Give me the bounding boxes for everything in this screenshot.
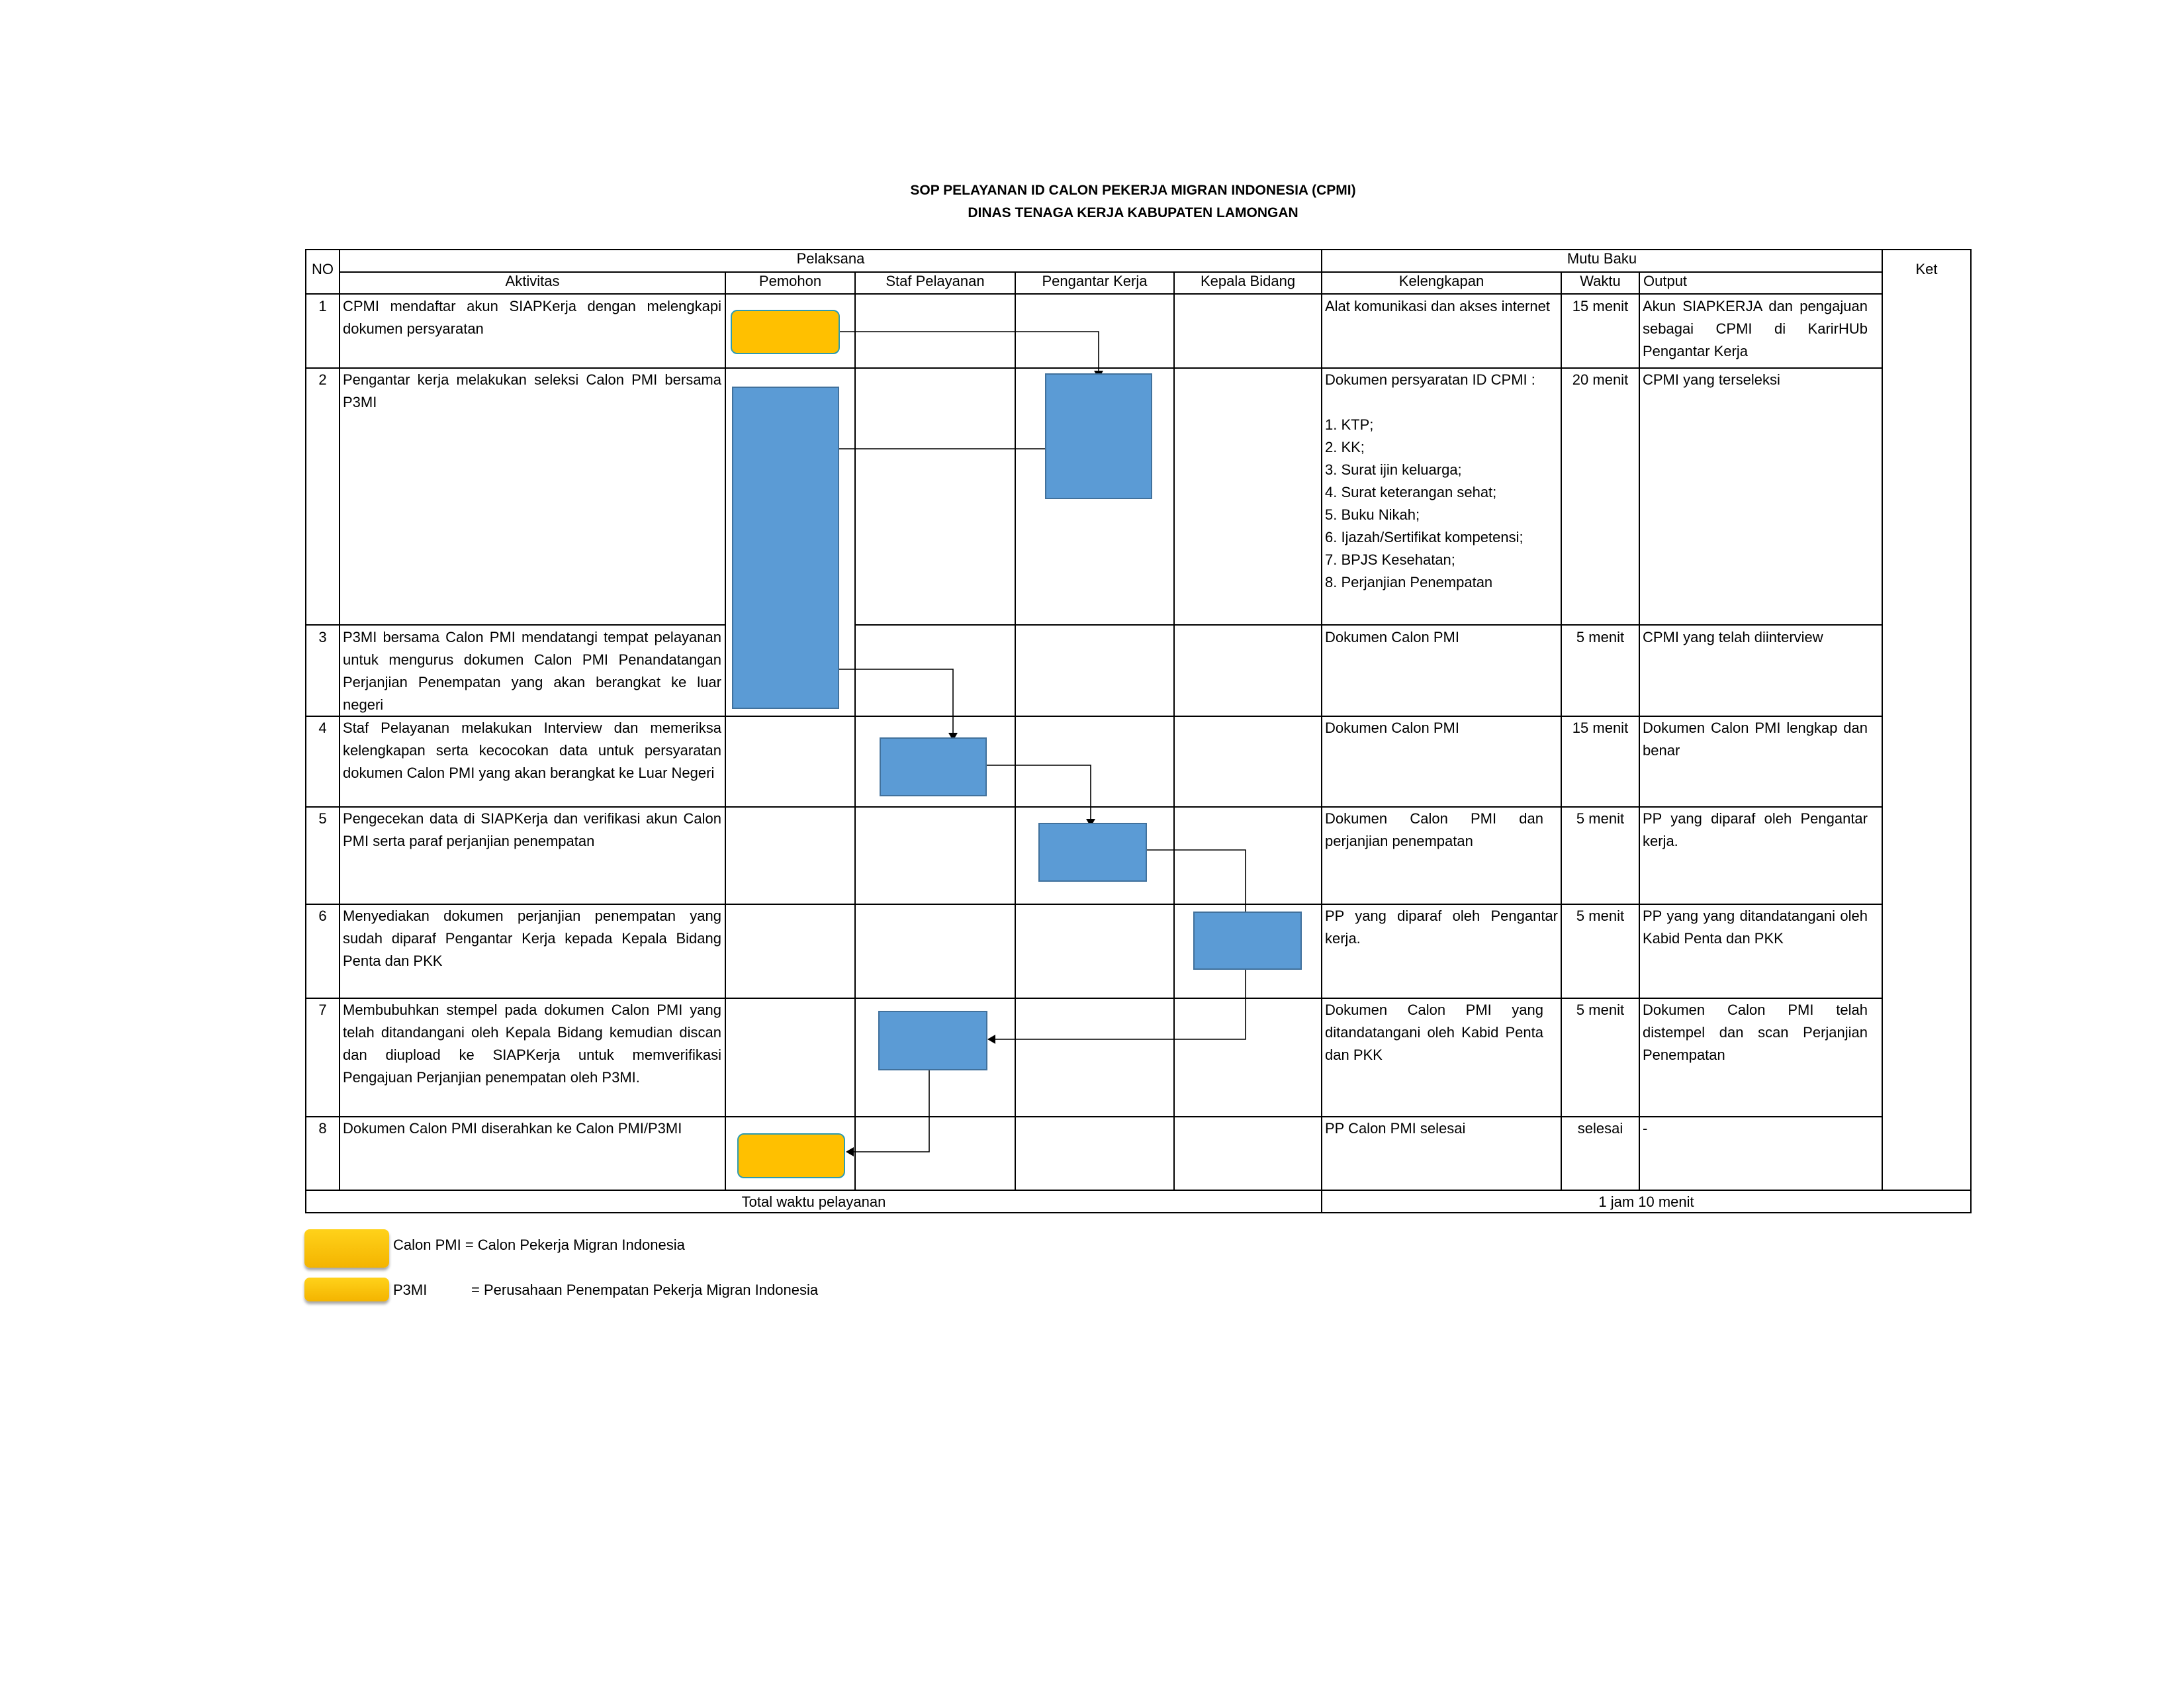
legend-terminator-swatch-1 <box>304 1229 389 1268</box>
total-label: Total waktu pelayanan <box>741 1194 886 1210</box>
row-1-aktivitas: CPMI mendaftar akun SIAPKerja dengan melengkapi dokumen persyaratan <box>343 298 721 337</box>
header-kelengkapan: Kelengkapan <box>1398 273 1484 289</box>
row-7-waktu: 5 menit <box>1576 1002 1625 1018</box>
row-2-waktu: 20 menit <box>1572 371 1629 388</box>
page-subtitle: DINAS TENAGA KERJA KABUPATEN LAMONGAN <box>968 205 1298 220</box>
row-8-no: 8 <box>318 1120 327 1137</box>
page-title: SOP PELAYANAN ID CALON PEKERJA MIGRAN INDONESIA (CPMI) <box>910 183 1356 198</box>
process-kepala-tandatangan <box>1194 912 1301 969</box>
header-ket: Ket <box>1915 261 1938 277</box>
row-6-kelengkapan: PP yang diparaf oleh Pengantar kerja. <box>1325 908 1558 947</box>
header-waktu: Waktu <box>1580 273 1621 289</box>
row-8-waktu: selesai <box>1577 1120 1623 1137</box>
row-1-output: Akun SIAPKERJA dan pengajuan sebagai CPMI di KarirHUb Pengantar Kerja <box>1643 298 1868 359</box>
row-7-output: Dokumen Calon PMI telah distempel dan scan Perjanjian Penempatan <box>1643 1002 1868 1063</box>
header-pelaksana: Pelaksana <box>796 250 865 267</box>
row-3-aktivitas: P3MI bersama Calon PMI mendatangi tempat pelayanan untuk mengurus dokumen Calon PMI Penandatangan Perjanjian Penempatan yang akan berangkat ke luar negeri <box>343 629 721 713</box>
header-staf-pelayanan: Staf Pelayanan <box>886 273 985 289</box>
flow-shapes <box>731 310 1301 1178</box>
row-5-waktu: 5 menit <box>1576 810 1625 827</box>
total-value: 1 jam 10 menit <box>1598 1194 1694 1210</box>
row-1-no: 1 <box>318 298 327 314</box>
header-pengantar-kerja: Pengantar Kerja <box>1042 273 1148 289</box>
row-8-aktivitas: Dokumen Calon PMI diserahkan ke Calon PMI/P3MI <box>343 1120 682 1137</box>
row-3-waktu: 5 menit <box>1576 629 1625 645</box>
process-pengantar-verifikasi <box>1039 823 1146 881</box>
row-2-kelengkapan: Dokumen persyaratan ID CPMI : 1. KTP; 2. KK; 3. Surat ijin keluarga; 4. Surat keterangan sehat; 5. Buku Nikah; 6. Ijazah/Sertifikat kompetensi; 7. BPJS Kesehatan; 8. Perjanjian Penempatan <box>1325 371 1535 590</box>
row-7-kelengkapan: Dokumen Calon PMI yang ditandatangani oleh Kabid Penta dan PKK <box>1325 1002 1543 1063</box>
row-3-output: CPMI yang telah diinterview <box>1643 629 1823 645</box>
process-pengantar-seleksi <box>1046 374 1152 498</box>
legend-p3mi-desc: = Perusahaan Penempatan Pekerja Migran Indonesia <box>471 1282 819 1298</box>
row-3-kelengkapan: Dokumen Calon PMI <box>1325 629 1459 645</box>
header-mutu-baku: Mutu Baku <box>1567 250 1637 267</box>
process-staf-interview <box>880 738 986 796</box>
row-6-waktu: 5 menit <box>1576 908 1625 924</box>
row-2-no: 2 <box>318 371 327 388</box>
legend-p3mi-abbr: P3MI <box>393 1282 428 1298</box>
row-3-no: 3 <box>318 629 327 645</box>
row-6-no: 6 <box>318 908 327 924</box>
row-2-aktivitas: Pengantar kerja melakukan seleksi Calon PMI bersama P3MI <box>343 371 721 410</box>
row-5-kelengkapan: Dokumen Calon PMI dan perjanjian penempatan <box>1325 810 1543 849</box>
row-5-no: 5 <box>318 810 327 827</box>
row-4-waktu: 15 menit <box>1572 720 1629 736</box>
legend-calon-pmi: Calon PMI = Calon Pekerja Migran Indonesia <box>393 1237 685 1253</box>
header-kepala-bidang: Kepala Bidang <box>1200 273 1296 289</box>
row-7-aktivitas: Membubuhkan stempel pada dokumen Calon PMI yang telah ditandangani oleh Kepala Bidang kemudian discan dan diupload ke SIAPKerja untuk memverifikasi Pengajuan Perjanjian penempatan oleh P3MI. <box>343 1002 721 1086</box>
header-output: Output <box>1643 273 1688 289</box>
row-4-kelengkapan: Dokumen Calon PMI <box>1325 720 1459 736</box>
row-8-kelengkapan: PP Calon PMI selesai <box>1325 1120 1466 1137</box>
legend-terminator-swatch-2 <box>304 1278 389 1301</box>
process-staf-stempel <box>879 1011 987 1070</box>
row-5-output: PP yang diparaf oleh Pengantar kerja. <box>1643 810 1868 849</box>
row-7-no: 7 <box>318 1002 327 1018</box>
row-6-aktivitas: Menyediakan dokumen perjanjian penempatan yang sudah diparaf Pengantar Kerja kepada Kepala Bidang Penta dan PKK <box>343 908 721 969</box>
header-pemohon: Pemohon <box>758 273 822 289</box>
row-5-aktivitas: Pengecekan data di SIAPKerja dan verifikasi akun Calon PMI serta paraf perjanjian penempatan <box>343 810 721 849</box>
header-aktivitas: Aktivitas <box>505 273 560 289</box>
row-1-kelengkapan: Alat komunikasi dan akses internet <box>1325 298 1550 314</box>
header-no: NO <box>312 261 334 277</box>
row-4-no: 4 <box>318 720 327 736</box>
row-4-output: Dokumen Calon PMI lengkap dan benar <box>1643 720 1868 759</box>
row-4-aktivitas: Staf Pelayanan melakukan Interview dan memeriksa kelengkapan serta kecocokan data untuk persyaratan dokumen Calon PMI yang akan berangkat ke Luar Negeri <box>343 720 721 781</box>
process-pemohon-p3mi <box>733 387 839 708</box>
row-8-output: - <box>1643 1120 1648 1137</box>
row-2-output: CPMI yang terseleksi <box>1643 371 1780 388</box>
row-1-waktu: 15 menit <box>1572 298 1629 314</box>
terminator-start <box>731 310 839 353</box>
row-6-output: PP yang yang ditandatangani oleh Kabid Penta dan PKK <box>1643 908 1868 947</box>
terminator-end <box>738 1134 844 1178</box>
